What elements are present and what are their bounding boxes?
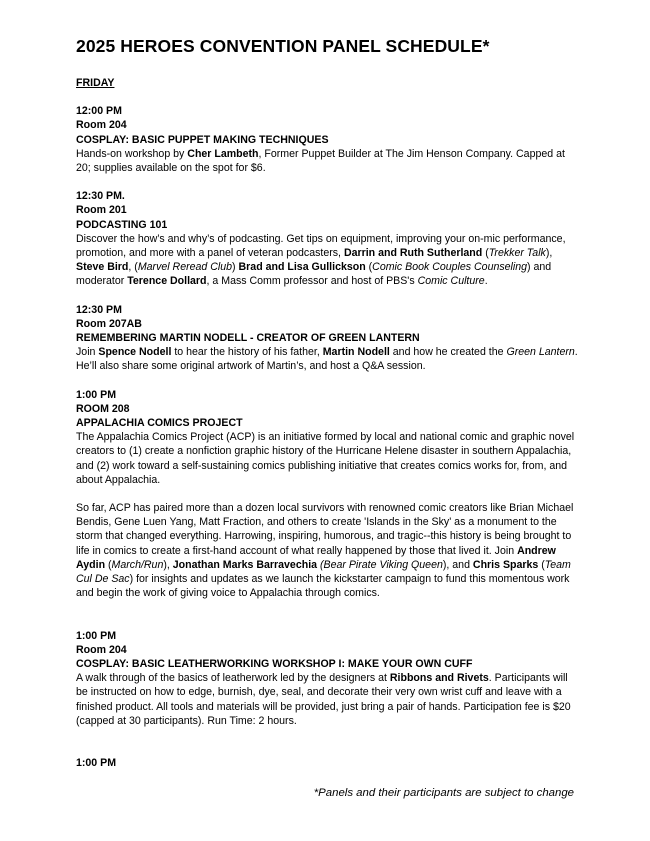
session-time: 12:30 PM.: [76, 190, 125, 203]
session-time: 12:00 PM: [76, 105, 122, 118]
session-appalachia-comics: [76, 388, 578, 601]
session-room: Room 204: [76, 119, 127, 132]
session-room: Room 207AB: [76, 317, 142, 330]
session-description: The Appalachia Comics Project (ACP) is an initiative formed by local and national comic and graphic novel creators to (1) create a nonfiction graphic history of the Hurricane Helene disaster in southern Appalachia, and (2) work toward a self-sustaining comics publishing initiative that creates comics works for, from, and about Appalachia.: [76, 431, 575, 486]
footer-disclaimer: *Panels and their participants are subject to change: [313, 787, 574, 799]
presenter-name: Jonathan Marks Barravechia: [172, 558, 318, 571]
presenter-name: Steve Bird: [76, 261, 129, 274]
comic-title: Team Cul De Sac: [76, 558, 571, 586]
comic-title: March/Run: [111, 558, 164, 571]
moderator-name: Terence Dollard: [127, 275, 207, 288]
presenter-name: Chris Sparks: [472, 558, 539, 571]
podcast-title: Trekker Talk: [488, 247, 546, 260]
comic-title: (Bear Pirate Viking Queen: [319, 558, 443, 571]
podcast-title: Marvel Reread Club: [137, 261, 233, 274]
session-martin-nodell: [76, 303, 578, 374]
session-description-continued: So far, ACP has paired more than a dozen local survivors with renowned comic creators like Brian Michael Bendis, Gene Luen Yang, Matt Fraction, and others to create 'Islands in the Sky' as a monument to the storm that changed everything. Harrowing, inspiring, humorous, and tragic--this history is being brought to life in comics to create a first-hand account of what really happened by those that lived it. Join Andrew Aydin (March/Run), Jonathan Marks Barravechia (Bear Pirate Viking Queen), and Chris Sparks (Team Cul De Sac) for insights and updates as we launch the kickstarter campaign to fund this momentous work and begin the work of giving voice to Appalachia through comics.: [76, 502, 574, 600]
page-title: 2025 HEROES CONVENTION PANEL SCHEDULE*: [76, 36, 490, 56]
session-room: Room 204: [76, 643, 127, 656]
session-leatherworking: [76, 629, 578, 728]
person-name: Martin Nodell: [322, 346, 390, 359]
session-room: Room 201: [76, 204, 127, 217]
session-room: ROOM 208: [76, 402, 130, 415]
session-puppet-making: [76, 104, 578, 175]
podcast-title: Comic Book Couples Counseling: [372, 261, 528, 274]
session-description: Hands-on workshop by Cher Lambeth, Former Puppet Builder at The Jim Henson Company. Capped at 20; supplies available on the spot for $6.: [76, 147, 565, 175]
session-title: PODCASTING 101: [76, 218, 168, 231]
presenter-name: Brad and Lisa Gullickson: [238, 261, 366, 274]
presenter-name: Spence Nodell: [98, 346, 172, 359]
presenter-name: Andrew Aydin: [76, 544, 556, 571]
session-title: COSPLAY: BASIC LEATHERWORKING WORKSHOP I: MAKE YOUR OWN CUFF: [76, 657, 473, 670]
session-partial: [76, 756, 578, 770]
session-time: 12:30 PM: [76, 303, 122, 316]
comic-title: Green Lantern: [506, 346, 575, 359]
session-title: COSPLAY: BASIC PUPPET MAKING TECHNIQUES: [76, 133, 329, 146]
schedule-content: [76, 76, 578, 770]
session-time: 1:00 PM: [76, 629, 117, 642]
show-title: Comic Culture: [417, 275, 485, 288]
presenter-name: Darrin and Ruth Sutherland: [343, 247, 483, 260]
day-heading: FRIDAY: [76, 77, 115, 89]
presenter-name: Cher Lambeth: [187, 147, 259, 160]
session-time: 1:00 PM: [76, 756, 117, 769]
session-title: APPALACHIA COMICS PROJECT: [76, 417, 243, 430]
session-description: A walk through of the basics of leatherwork led by the designers at Ribbons and Rivets. Participants will be instructed on how to edge, burnish, dye, seal, and decorate their very own wrist cuff and leave with a finished product. All tools and materials will be provided, just bring a pair of hands. Participation fee is $20 (capped at 30 participants). Run Time: 2 hours.: [76, 672, 571, 727]
session-podcasting: [76, 189, 578, 288]
session-title: REMEMBERING MARTIN NODELL - CREATOR OF GREEN LANTERN: [76, 332, 420, 345]
session-time: 1:00 PM: [76, 388, 117, 401]
session-description: Discover the how’s and why’s of podcasting. Get tips on equipment, improving your on-mic performance, promotion, and more with a panel of veteran podcasters, Darrin and Ruth Sutherland (Trekker Talk), Steve Bird, (Marvel Reread Club) Brad and Lisa Gullickson (Comic Book Couples Counseling) and moderator Terence Dollard, a Mass Comm professor and host of PBS's Comic Culture.: [76, 232, 566, 288]
session-description: Join Spence Nodell to hear the history of his father, Martin Nodell and how he created the Green Lantern. He’ll also share some original artwork of Martin’s, and host a Q&A session.: [76, 346, 578, 373]
presenter-name: Ribbons and Rivets: [389, 672, 489, 685]
